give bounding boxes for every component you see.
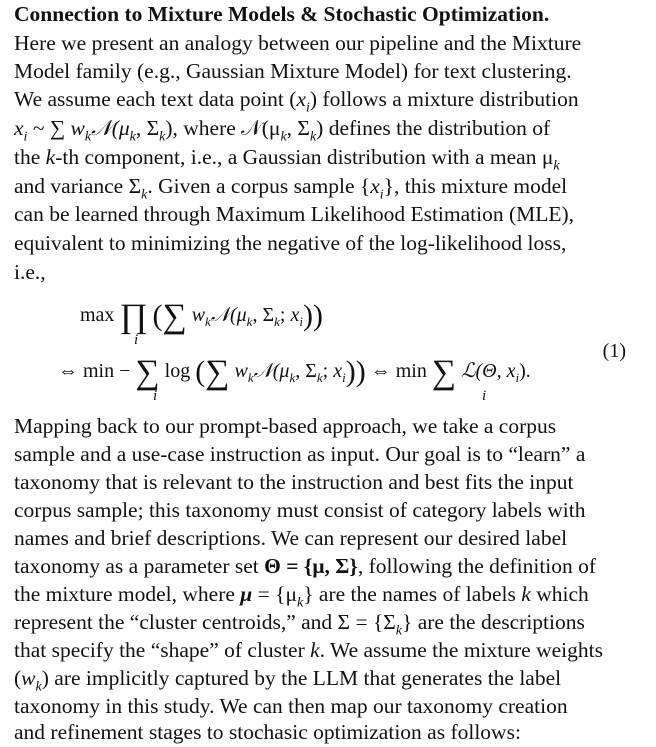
text-line: Here we present an analogy between our pipeline and the Mixture: [14, 31, 582, 55]
text-line: We assume each text data point $(x_i)$ follows a mixture distribution: [14, 87, 579, 116]
text-line: sample and a use-case instruction as input. Our goal is to “learn” a: [14, 442, 586, 466]
equation-block: [14, 290, 648, 410]
equation-number: (1): [602, 340, 626, 362]
equation-row-2: ⇔ min − ∑ log (∑ $w_k𝒩(\mu_k$, $\Sigma_k$; $x_i$)) ⇔ min ∑ ℒ(Θ, $x_i$).: [58, 354, 531, 391]
text-line: and variance $\Sigma_k$. Given a corpus sample $\{x_i\}$, this mixture model: [14, 174, 568, 203]
text-line: corpus sample; this taxonomy must consist of category labels with: [14, 498, 586, 522]
sum-index: i: [153, 388, 158, 404]
text-line: can be learned through Maximum Likelihood Estimation (MLE),: [14, 202, 575, 226]
text-line: Model family (e.g., Gaussian Mixture Model) for text clustering.: [14, 59, 572, 83]
equation-row-1: max ∏ (∑ $w_k𝒩(\mu_k$, $\Sigma_k$; $x_i$)): [80, 298, 323, 335]
paragraph-heading-line: [14, 0, 549, 28]
text-line: the mixture model, where $\mu = \{\mu_k\}$ are the names of labels k which: [14, 582, 589, 611]
product-index: i: [134, 332, 139, 348]
text-line: i.e.,: [14, 260, 46, 284]
text-line: taxonomy as a parameter set Θ = {μ, Σ}, following the definition of: [14, 554, 597, 578]
text-line: names and brief descriptions. We can represent our desired label: [14, 526, 568, 550]
text-line: $x_i$ ~ ∑ $w_k𝒩(\mu_k$, $\Sigma_k$), where $𝒩(\mu_k$, $\Sigma_k$) defines the distribution of: [14, 116, 551, 145]
section-heading: Connection to Mixture Models & Stochastic Optimization.: [14, 2, 550, 26]
text-line: that specify the “shape” of cluster k. We assume the mixture weights: [14, 638, 603, 662]
text-line: and refinement stages to stochasic optimization as follows:: [14, 720, 521, 744]
text-line: equivalent to minimizing the negative of the log-likelihood loss,: [14, 231, 567, 255]
text-line: Mapping back to our prompt-based approach, we take a corpus: [14, 414, 557, 438]
text-line: taxonomy in this study. We can then map our taxonomy creation: [14, 694, 568, 718]
text-line: taxonomy that is relevant to the instruction and best fits the input: [14, 470, 574, 494]
sum-index: i: [482, 388, 487, 404]
text-line: represent the “cluster centroids,” and $\Sigma = \{\Sigma_k\}$ are the descriptions: [14, 610, 585, 639]
text-line: the k-th component, i.e., a Gaussian distribution with a mean $\mu_k$: [14, 145, 560, 174]
text-line: $(w_k)$ are implicitly captured by the LLM that generates the label: [14, 666, 562, 695]
